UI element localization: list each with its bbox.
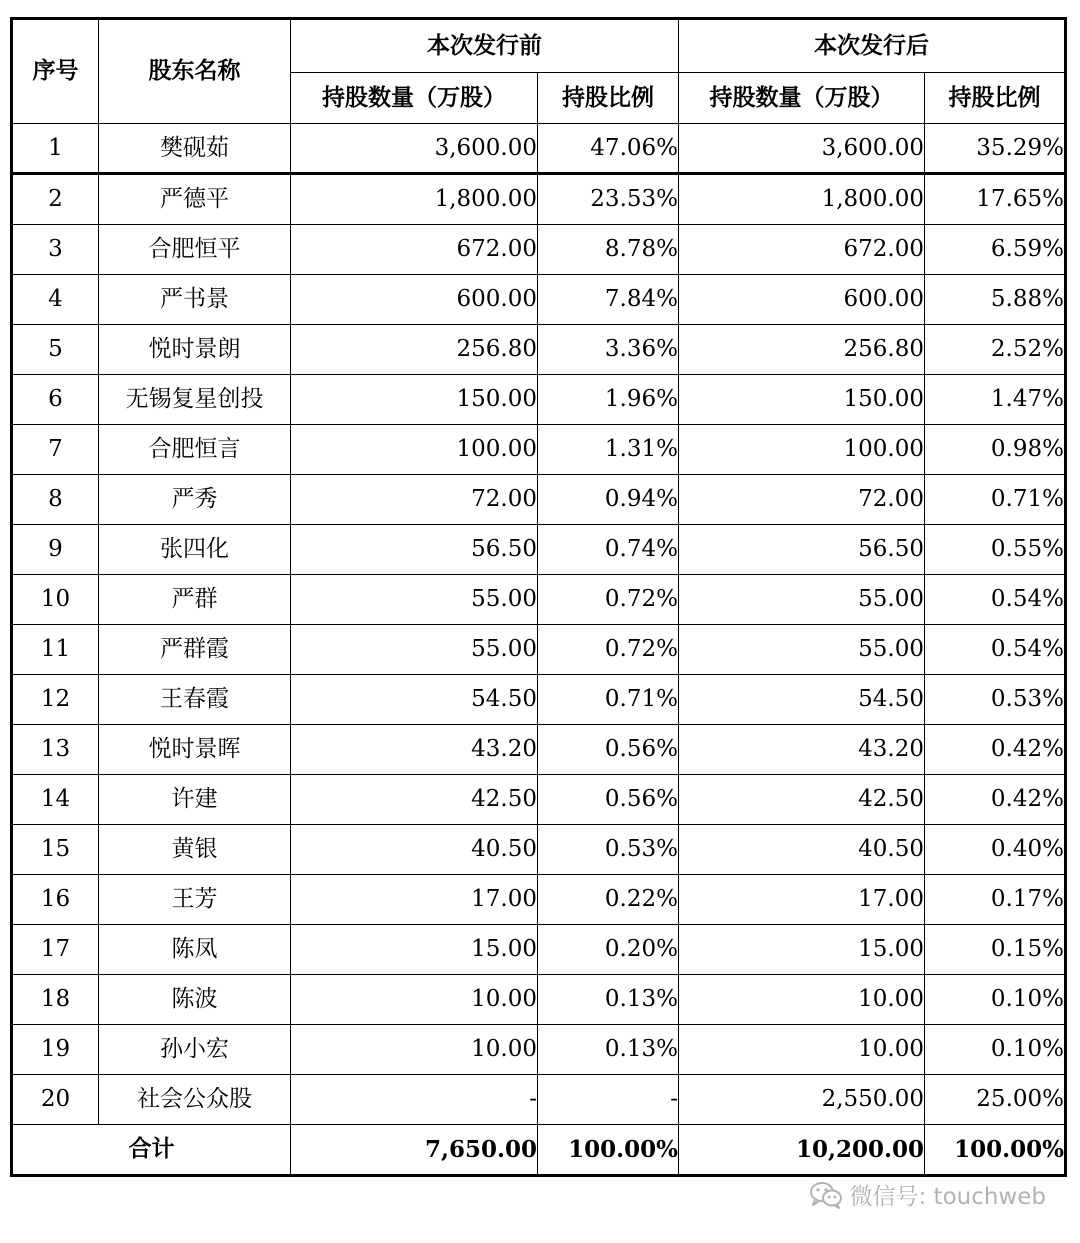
cell-before-ratio: 0.13%: [538, 1025, 679, 1075]
cell-after-shares: 150.00: [679, 375, 925, 425]
table-row: [12, 1075, 1066, 1125]
table-row: [12, 525, 1066, 575]
cell-seq: 7: [12, 425, 99, 475]
cell-before-shares: 56.50: [291, 525, 538, 575]
cell-shareholder-name: 社会公众股: [99, 1075, 291, 1125]
cell-seq: 6: [12, 375, 99, 425]
header-row-top: [12, 19, 1066, 73]
cell-shareholder-name: 无锡复星创投: [99, 375, 291, 425]
cell-before-shares: 17.00: [291, 875, 538, 925]
cell-after-ratio: 2.52%: [925, 325, 1066, 375]
total-after-ratio: 100.00%: [925, 1125, 1066, 1176]
cell-shareholder-name: 陈波: [99, 975, 291, 1025]
cell-after-ratio: 0.15%: [925, 925, 1066, 975]
cell-shareholder-name: 严秀: [99, 475, 291, 525]
cell-shareholder-name: 严德平: [99, 174, 291, 225]
cell-seq: 14: [12, 775, 99, 825]
table-body: [12, 124, 1066, 1125]
cell-after-ratio: 0.54%: [925, 575, 1066, 625]
cell-before-ratio: 0.53%: [538, 825, 679, 875]
cell-before-ratio: 23.53%: [538, 174, 679, 225]
table-row: [12, 275, 1066, 325]
header-before-ratio: 持股比例: [538, 73, 679, 124]
cell-shareholder-name: 悦时景晖: [99, 725, 291, 775]
cell-before-ratio: 0.71%: [538, 675, 679, 725]
header-name: 股东名称: [99, 19, 291, 124]
cell-before-ratio: 1.31%: [538, 425, 679, 475]
cell-shareholder-name: 陈凤: [99, 925, 291, 975]
table-row: [12, 575, 1066, 625]
cell-after-shares: 40.50: [679, 825, 925, 875]
cell-before-shares: 72.00: [291, 475, 538, 525]
cell-shareholder-name: 合肥恒平: [99, 225, 291, 275]
cell-seq: 2: [12, 174, 99, 225]
cell-shareholder-name: 黄银: [99, 825, 291, 875]
cell-after-shares: 10.00: [679, 975, 925, 1025]
cell-after-ratio: 0.17%: [925, 875, 1066, 925]
cell-before-ratio: 47.06%: [538, 124, 679, 174]
cell-after-shares: 15.00: [679, 925, 925, 975]
cell-before-shares: 1,800.00: [291, 174, 538, 225]
cell-before-shares: 55.00: [291, 575, 538, 625]
cell-before-shares: 55.00: [291, 625, 538, 675]
cell-before-ratio: 1.96%: [538, 375, 679, 425]
cell-shareholder-name: 樊砚茹: [99, 124, 291, 174]
shareholder-table: [10, 17, 1067, 1177]
table-row: [12, 875, 1066, 925]
cell-before-shares: 10.00: [291, 975, 538, 1025]
cell-before-shares: 600.00: [291, 275, 538, 325]
table-row: [12, 675, 1066, 725]
cell-after-shares: 72.00: [679, 475, 925, 525]
total-label: 合计: [12, 1125, 291, 1176]
cell-before-ratio: 8.78%: [538, 225, 679, 275]
cell-after-shares: 100.00: [679, 425, 925, 475]
cell-before-shares: 10.00: [291, 1025, 538, 1075]
cell-shareholder-name: 合肥恒言: [99, 425, 291, 475]
cell-after-ratio: 0.10%: [925, 1025, 1066, 1075]
cell-after-ratio: 0.40%: [925, 825, 1066, 875]
cell-before-shares: 54.50: [291, 675, 538, 725]
cell-before-shares: 150.00: [291, 375, 538, 425]
cell-after-ratio: 6.59%: [925, 225, 1066, 275]
cell-after-shares: 17.00: [679, 875, 925, 925]
cell-before-shares: -: [291, 1075, 538, 1125]
cell-after-ratio: 0.55%: [925, 525, 1066, 575]
cell-after-ratio: 35.29%: [925, 124, 1066, 174]
table-row: [12, 775, 1066, 825]
cell-after-shares: 54.50: [679, 675, 925, 725]
header-after-shares: 持股数量（万股）: [679, 73, 925, 124]
cell-before-ratio: 3.36%: [538, 325, 679, 375]
watermark: [809, 1178, 1046, 1211]
wechat-icon: [809, 1181, 843, 1209]
cell-shareholder-name: 王芳: [99, 875, 291, 925]
cell-before-ratio: 0.56%: [538, 775, 679, 825]
table-row: [12, 825, 1066, 875]
cell-seq: 16: [12, 875, 99, 925]
cell-before-shares: 43.20: [291, 725, 538, 775]
cell-after-ratio: 0.42%: [925, 725, 1066, 775]
cell-seq: 1: [12, 124, 99, 174]
cell-after-ratio: 0.54%: [925, 625, 1066, 675]
header-before: 本次发行前: [291, 19, 679, 73]
total-row: [12, 1125, 1066, 1176]
cell-shareholder-name: 孙小宏: [99, 1025, 291, 1075]
table-row: [12, 225, 1066, 275]
cell-after-shares: 55.00: [679, 575, 925, 625]
cell-before-shares: 15.00: [291, 925, 538, 975]
table-row: [12, 425, 1066, 475]
cell-before-shares: 256.80: [291, 325, 538, 375]
cell-after-ratio: 0.53%: [925, 675, 1066, 725]
table-header: [12, 19, 1066, 124]
cell-shareholder-name: 严群: [99, 575, 291, 625]
header-after: 本次发行后: [679, 19, 1066, 73]
cell-before-shares: 100.00: [291, 425, 538, 475]
cell-before-ratio: 0.56%: [538, 725, 679, 775]
cell-after-shares: 672.00: [679, 225, 925, 275]
cell-after-ratio: 1.47%: [925, 375, 1066, 425]
cell-shareholder-name: 严书景: [99, 275, 291, 325]
cell-after-ratio: 0.42%: [925, 775, 1066, 825]
cell-seq: 4: [12, 275, 99, 325]
cell-before-shares: 40.50: [291, 825, 538, 875]
table-row: [12, 625, 1066, 675]
cell-after-ratio: 5.88%: [925, 275, 1066, 325]
cell-after-shares: 42.50: [679, 775, 925, 825]
cell-seq: 3: [12, 225, 99, 275]
cell-before-ratio: -: [538, 1075, 679, 1125]
table-footer: [12, 1125, 1066, 1176]
table-row: [12, 475, 1066, 525]
cell-after-ratio: 17.65%: [925, 174, 1066, 225]
table-row: [12, 1025, 1066, 1075]
cell-after-shares: 43.20: [679, 725, 925, 775]
cell-seq: 13: [12, 725, 99, 775]
cell-before-shares: 672.00: [291, 225, 538, 275]
cell-shareholder-name: 严群霞: [99, 625, 291, 675]
cell-shareholder-name: 王春霞: [99, 675, 291, 725]
cell-before-ratio: 0.94%: [538, 475, 679, 525]
total-before-ratio: 100.00%: [538, 1125, 679, 1176]
cell-shareholder-name: 许建: [99, 775, 291, 825]
cell-seq: 9: [12, 525, 99, 575]
table-row: [12, 725, 1066, 775]
cell-seq: 11: [12, 625, 99, 675]
cell-seq: 15: [12, 825, 99, 875]
cell-before-shares: 42.50: [291, 775, 538, 825]
total-after-shares: 10,200.00: [679, 1125, 925, 1176]
cell-seq: 10: [12, 575, 99, 625]
cell-after-ratio: 0.98%: [925, 425, 1066, 475]
cell-after-shares: 2,550.00: [679, 1075, 925, 1125]
cell-seq: 19: [12, 1025, 99, 1075]
table-row: [12, 325, 1066, 375]
cell-seq: 17: [12, 925, 99, 975]
cell-before-shares: 3,600.00: [291, 124, 538, 174]
cell-before-ratio: 0.72%: [538, 575, 679, 625]
cell-after-ratio: 25.00%: [925, 1075, 1066, 1125]
header-before-shares: 持股数量（万股）: [291, 73, 538, 124]
cell-after-ratio: 0.71%: [925, 475, 1066, 525]
watermark-text: 微信号: touchweb: [849, 1184, 1046, 1210]
cell-shareholder-name: 张四化: [99, 525, 291, 575]
cell-seq: 12: [12, 675, 99, 725]
table-row: [12, 174, 1066, 225]
cell-seq: 8: [12, 475, 99, 525]
cell-before-ratio: 0.74%: [538, 525, 679, 575]
table-row: [12, 975, 1066, 1025]
header-after-ratio: 持股比例: [925, 73, 1066, 124]
cell-after-ratio: 0.10%: [925, 975, 1066, 1025]
cell-after-shares: 3,600.00: [679, 124, 925, 174]
cell-shareholder-name: 悦时景朗: [99, 325, 291, 375]
header-seq: 序号: [12, 19, 99, 124]
cell-after-shares: 1,800.00: [679, 174, 925, 225]
cell-after-shares: 256.80: [679, 325, 925, 375]
cell-before-ratio: 7.84%: [538, 275, 679, 325]
cell-seq: 20: [12, 1075, 99, 1125]
cell-after-shares: 56.50: [679, 525, 925, 575]
cell-seq: 18: [12, 975, 99, 1025]
table-row: [12, 925, 1066, 975]
total-before-shares: 7,650.00: [291, 1125, 538, 1176]
cell-seq: 5: [12, 325, 99, 375]
cell-before-ratio: 0.20%: [538, 925, 679, 975]
table-row: [12, 375, 1066, 425]
table-row: [12, 124, 1066, 174]
cell-after-shares: 55.00: [679, 625, 925, 675]
cell-before-ratio: 0.22%: [538, 875, 679, 925]
cell-before-ratio: 0.13%: [538, 975, 679, 1025]
cell-before-ratio: 0.72%: [538, 625, 679, 675]
cell-after-shares: 10.00: [679, 1025, 925, 1075]
cell-after-shares: 600.00: [679, 275, 925, 325]
